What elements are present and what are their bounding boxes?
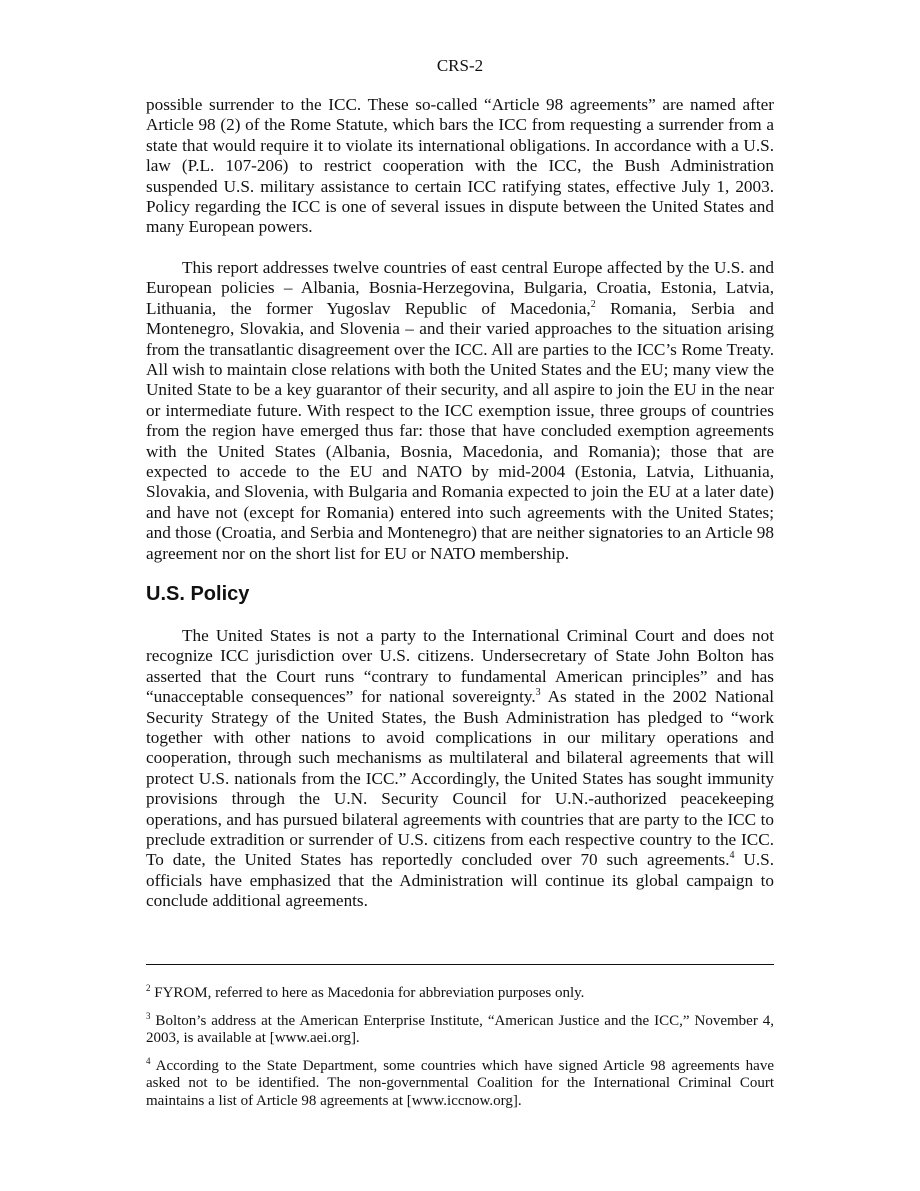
paragraph-continued xyxy=(146,95,774,238)
paragraph-text xyxy=(146,258,774,564)
footnote-number: 3 xyxy=(146,1010,151,1021)
paragraph-text-part: Romania, Serbia and Montenegro, Slovakia, and Slovenia – and their varied approaches to the situation arising from the transatlantic disagreement over the ICC. All are parties to the ICC’s Rome Treaty. All wish to maintain close relations with both the United States and the EU; many view the United State to be a key guarantor of their security, and all aspire to join the EU in the near or intermediate future. With respect to the ICC exemption issue, three groups of countries from the region have emerged thus far: those that have concluded exemption agreements with the United States (Albania, Bosnia, Macedonia, and Romania); those that are expected to accede to the EU and NATO by mid-2004 (Estonia, Latvia, Lithuania, Slovakia, and Slovenia, with Bulgaria and Romania expected to join the EU at a later date) and have not (except for Romania) entered into such agreements with the United States; and those (Croatia, and Serbia and Montenegro) that are neither signatories to an Article 98 agreement nor on the short list for EU or NATO membership. xyxy=(146,298,774,563)
paragraph-us-policy xyxy=(146,626,774,912)
section-heading: U.S. Policy xyxy=(146,583,250,605)
paragraph-text-part: The United States is not a party to the International Criminal Court and does not recognize ICC jurisdiction over U.S. citizens. Undersecretary of State John Bolton has asserted that the Court runs “contrary to fundamental American principles” and has “unacceptable consequences” for national sovereignty. xyxy=(146,626,774,707)
footnote-2 xyxy=(146,985,774,1003)
footnote-text: FYROM, referred to here as Macedonia for abbreviation purposes only. xyxy=(150,985,585,1001)
footnote-ref-2[interactable]: 2 xyxy=(590,298,596,310)
paragraph-text-part: U.S. officials have emphasized that the Administration will continue its global campaign to conclude additional agreements. xyxy=(146,850,774,911)
footnote-divider xyxy=(146,964,774,965)
footnote-3 xyxy=(146,1010,774,1048)
footnotes xyxy=(146,985,774,1120)
footnote-4 xyxy=(146,1055,774,1111)
footnote-text: Bolton’s address at the American Enterprise Institute, “American Justice and the ICC,” November 4, 2003, is available at [www.aei.org]. xyxy=(146,1012,774,1046)
paragraph-text-part: This report addresses twelve countries of east central Europe affected by the U.S. and European policies – Albania, Bosnia-Herzegovina, Bulgaria, Croatia, Estonia, Latvia, Lithuania, the former Yugoslav Republic of Macedonia, xyxy=(146,258,774,318)
footnote-number: 4 xyxy=(146,1055,151,1066)
footnote-text: According to the State Department, some countries which have signed Article 98 agreements have asked not to be identified. The non-governmental Coalition for the International Criminal Court maintains a list of Article 98 agreements at [www.iccnow.org]. xyxy=(146,1057,774,1109)
paragraph-text-part: As stated in the 2002 National Security Strategy of the United States, the Bush Administration has pledged to “work together with other nations to avoid complications in our military operations and cooperation, through such mechanisms as multilateral and bilateral agreements that will protect U.S. nationals from the ICC.” Accordingly, the United States has sought immunity provisions through the U.N. Security Council for U.N.-authorized peacekeeping operations, and has pursued bilateral agreements with countries that are party to the ICC to preclude extradition or surrender of U.S. citizens from each respective country to the ICC. To date, the United States has reportedly concluded over 70 such agreements. xyxy=(146,687,775,870)
page-number: CRS-2 xyxy=(436,56,484,75)
footnote-ref-3[interactable]: 3 xyxy=(535,687,541,699)
footnote-ref-4[interactable]: 4 xyxy=(729,850,735,862)
footnote-number: 2 xyxy=(146,983,151,993)
paragraph-text xyxy=(146,626,774,912)
paragraph-countries xyxy=(146,258,774,564)
paragraph-text: possible surrender to the ICC. These so-called “Article 98 agreements” are named after Article 98 (2) of the Rome Statute, which bars the ICC from requesting a surrender from a state that would require it to violate its international obligations. In accordance with a U.S. law (P.L. 107-206) to restrict cooperation with the ICC, the Bush Administration suspended U.S. military assistance to certain ICC ratifying states, effective July 1, 2003. Policy regarding the ICC is one of several issues in dispute between the United States and many European powers. xyxy=(146,95,774,237)
page-header xyxy=(0,56,920,76)
